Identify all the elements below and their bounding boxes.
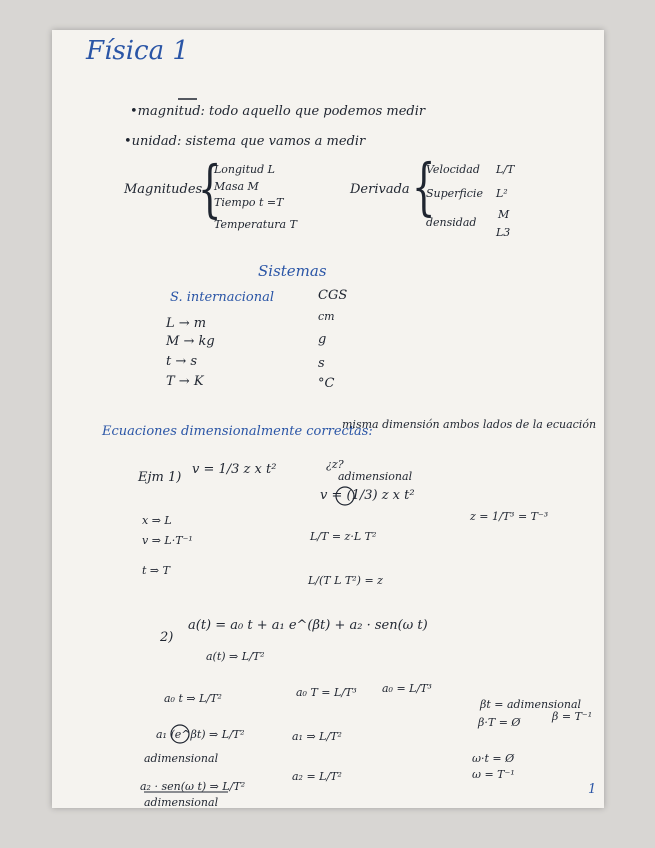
notebook-page bbox=[52, 30, 604, 808]
sistemas-title: Sistemas bbox=[258, 262, 327, 280]
sistemas-row-si: M → kg bbox=[166, 334, 215, 349]
magnitud-tiempo: Tiempo t =T bbox=[214, 196, 284, 209]
ej2-a0: a₀ = L/T³ bbox=[382, 682, 432, 695]
ej2-a0t: a₀ t ⇒ L/T² bbox=[164, 692, 222, 705]
sistemas-row-si: T → K bbox=[166, 374, 204, 389]
ej2-beta2: β = T⁻¹ bbox=[552, 710, 593, 723]
derivada-superficie: Superficie bbox=[426, 187, 483, 200]
sistemas-header-cgs: CGS bbox=[318, 288, 348, 303]
magnitudes-label: Magnitudes bbox=[124, 182, 203, 197]
ej1-adimensional-note: adimensional bbox=[338, 470, 413, 483]
sistemas-row-si: t → s bbox=[166, 354, 198, 369]
sistemas-row-cgs: cm bbox=[318, 310, 335, 323]
derivada-velocidad: Velocidad bbox=[426, 163, 480, 176]
ej1-equation-2: v = (1/3) z x t² bbox=[320, 488, 415, 503]
ej2-a1-note: adimensional bbox=[144, 752, 219, 765]
ej1-step2: L/(T L T²) = z bbox=[308, 574, 383, 587]
definition-unidad: •unidad: sistema que vamos a medir bbox=[124, 134, 366, 149]
ej2-equation: a(t) = a₀ t + a₁ e^(βt) + a₂ · sen(ω t) bbox=[188, 618, 428, 633]
ej1-question: ¿z? bbox=[326, 458, 344, 471]
ej2-a1b: a₁ ⇒ L/T² bbox=[292, 730, 342, 743]
adimensional-circle bbox=[336, 487, 354, 505]
ej2-a0T: a₀ T = L/T³ bbox=[296, 686, 357, 699]
ej2-a2: a₂ · sen(ω t) ⇒ L/T² bbox=[140, 780, 246, 793]
sistemas-row-cgs: g bbox=[318, 332, 327, 347]
ecuaciones-heading: Ecuaciones dimensionalmente correctas: bbox=[102, 424, 373, 439]
magnitud-longitud: Longitud L bbox=[214, 163, 275, 176]
ej2-a2b: a₂ = L/T² bbox=[292, 770, 342, 783]
ej1-x-dim: x ⇒ L bbox=[142, 514, 172, 527]
ej1-equation: v = 1/3 z x t² bbox=[192, 462, 277, 477]
ej2-beta-note: βt = adimensional bbox=[480, 698, 582, 711]
ecuaciones-definition: misma dimensión ambos lados de la ecuación bbox=[342, 418, 597, 431]
ej2-omega1: ω·t = Ø bbox=[472, 752, 515, 765]
ej1-result: z = 1/T³ = T⁻³ bbox=[470, 510, 549, 523]
ej2-a1: a₁ (e^βt) ⇒ L/T² bbox=[156, 728, 245, 741]
derivadas-label: Derivada bbox=[350, 182, 410, 197]
derivada-velocidad-dim: L/T bbox=[496, 163, 515, 176]
ej1-t-dim: t ⇒ T bbox=[142, 564, 170, 577]
exponential-circle bbox=[171, 725, 189, 743]
sistemas-row-si: L → m bbox=[166, 316, 207, 331]
ej1-v-dim: v ⇒ L·T⁻¹ bbox=[142, 534, 193, 547]
page-title: Física 1 bbox=[86, 36, 189, 66]
ej2-label: 2) bbox=[160, 630, 174, 645]
ej2-beta1: β·T = Ø bbox=[478, 716, 521, 729]
ej2-omega2: ω = T⁻¹ bbox=[472, 768, 515, 781]
derivada-densidad-den: L3 bbox=[496, 226, 511, 239]
page-number: 1 bbox=[588, 782, 597, 797]
derivada-densidad: densidad bbox=[426, 216, 477, 229]
definition-magnitud: •magnitud: todo aquello que podemos medir bbox=[130, 104, 426, 119]
sistemas-row-cgs: s bbox=[318, 356, 325, 371]
derivada-superficie-dim: L² bbox=[496, 187, 508, 200]
magnitud-masa: Masa M bbox=[214, 180, 259, 193]
sistemas-header-si: S. internacional bbox=[170, 290, 275, 305]
ej1-step1: L/T = z·L T² bbox=[310, 530, 377, 543]
derivada-densidad-num: M bbox=[498, 208, 510, 221]
magnitudes-brace: { bbox=[197, 152, 222, 225]
derivadas-brace: { bbox=[411, 150, 436, 223]
magnitud-temperatura: Temperatura T bbox=[214, 218, 297, 231]
ej2-a-dim: a(t) ⇒ L/T² bbox=[206, 650, 265, 663]
annotation-strokes bbox=[52, 30, 604, 808]
ej2-a2-note: adimensional bbox=[144, 796, 219, 808]
ej1-label: Ejm 1) bbox=[138, 470, 182, 485]
sistemas-row-cgs: °C bbox=[318, 376, 335, 391]
